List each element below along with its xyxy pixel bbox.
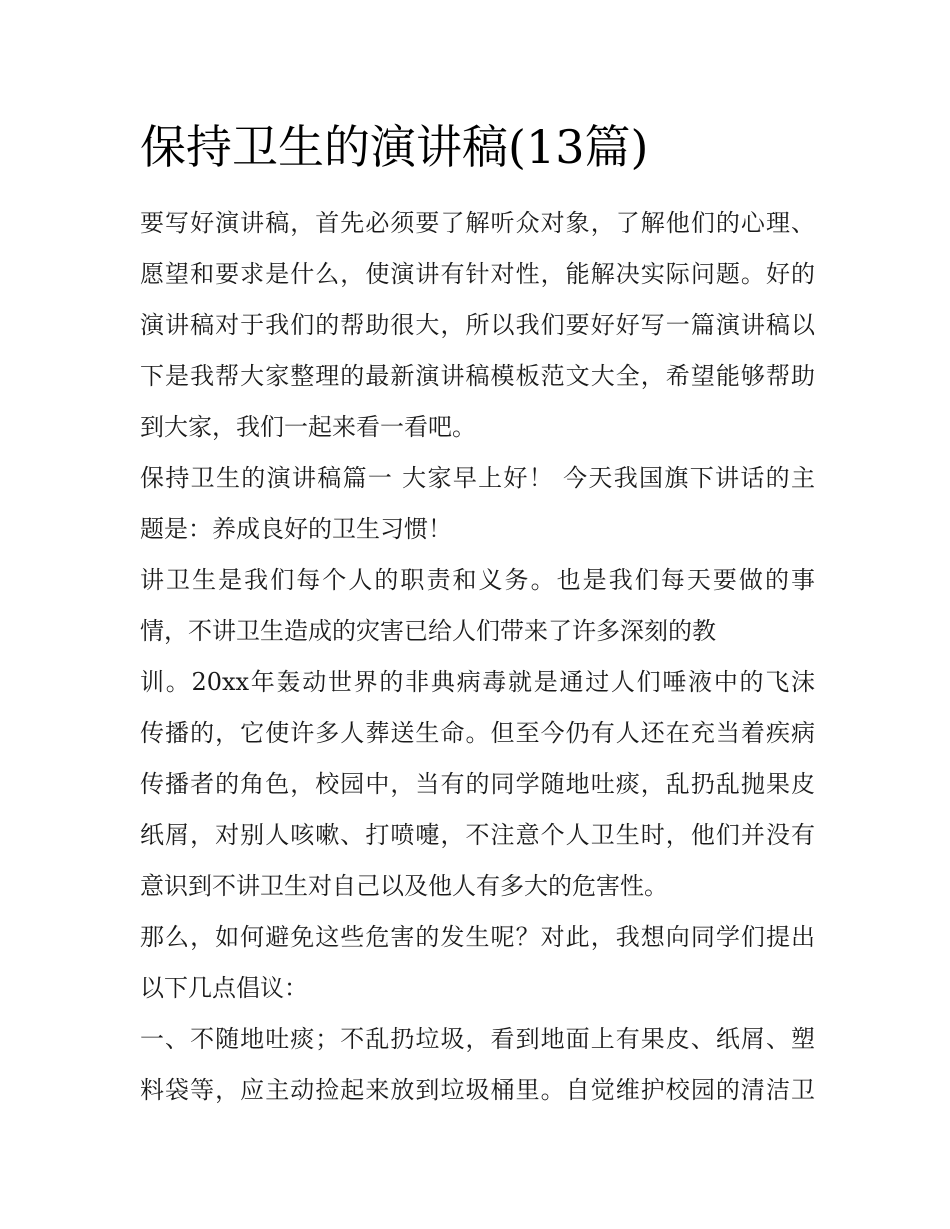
paragraph-line: 愿望和要求是什么，使演讲有针对性，能解决实际问题。好的 (140, 260, 815, 288)
paragraph-line: 以下几点倡议： (140, 974, 308, 1002)
paragraph-line: 料袋等，应主动捡起来放到垃圾桶里。自觉维护校园的清洁卫 (140, 1076, 815, 1104)
paragraph-line: 演讲稿对于我们的帮助很大，所以我们要好好写一篇演讲稿以 (140, 311, 815, 339)
paragraph-line: 题是：养成良好的卫生习惯！ (140, 515, 452, 543)
paragraph-line: 下是我帮大家整理的最新演讲稿模板范文大全，希望能够帮助 (140, 362, 815, 390)
paragraph-line: 那么，如何避免这些危害的发生呢？对此，我想向同学们提出 (140, 923, 815, 951)
paragraph-line: 训。20xx年轰动世界的非典病毒就是通过人们唾液中的飞沫 (140, 668, 815, 696)
document-title: 保持卫生的演讲稿(13篇) (140, 120, 649, 174)
paragraph-line: 传播者的角色，校园中，当有的同学随地吐痰，乱扔乱抛果皮 (140, 770, 815, 798)
paragraph-line: 讲卫生是我们每个人的职责和义务。也是我们每天要做的事 (140, 566, 815, 594)
paragraph-line: 到大家，我们一起来看一看吧。 (140, 413, 476, 441)
paragraph-line: 传播的，它使许多人葬送生命。但至今仍有人还在充当着疾病 (140, 719, 815, 747)
paragraph-line: 情，不讲卫生造成的灾害已给人们带来了许多深刻的教 (140, 617, 716, 645)
paragraph-line: 保持卫生的演讲稿篇一 大家早上好！ 今天我国旗下讲话的主 (140, 464, 815, 492)
paragraph-line: 纸屑，对别人咳嗽、打喷嚏，不注意个人卫生时，他们并没有 (140, 821, 815, 849)
paragraph-line: 意识到不讲卫生对自己以及他人有多大的危害性。 (140, 872, 668, 900)
paragraph-line: 要写好演讲稿，首先必须要了解听众对象，了解他们的心理、 (140, 209, 815, 237)
paragraph-line: 一、不随地吐痰；不乱扔垃圾，看到地面上有果皮、纸屑、塑 (140, 1025, 815, 1053)
